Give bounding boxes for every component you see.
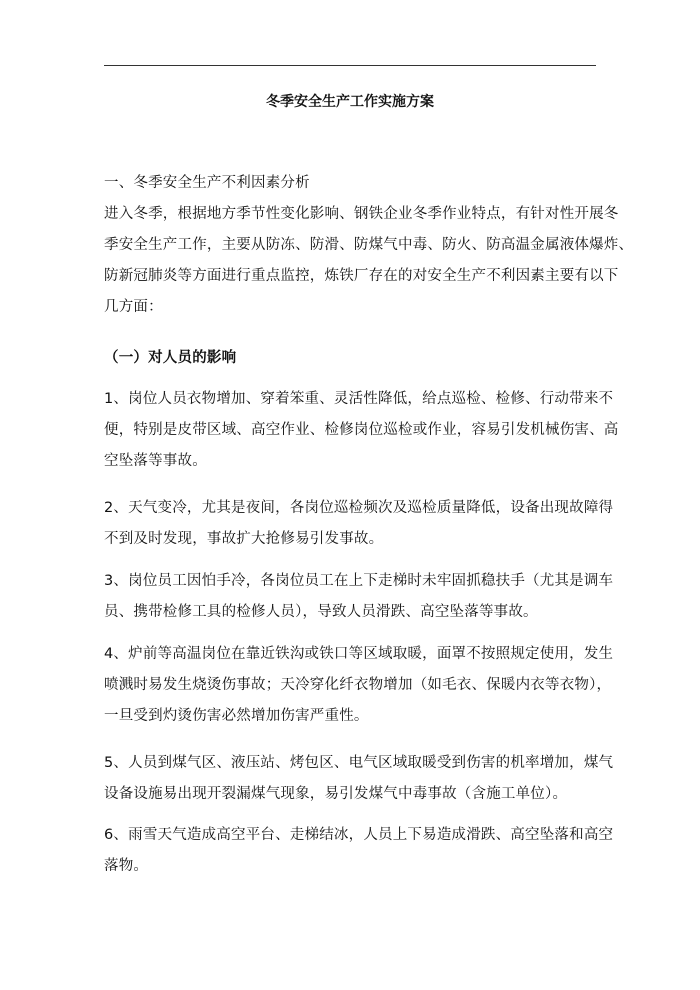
- paragraph-line: 3、岗位员工因怕手冷，各岗位员工在上下走梯时未牢固抓稳扶手（尤其是调车: [104, 573, 614, 589]
- subheading: （一）对人员的影响: [104, 350, 237, 366]
- paragraph-line: 不到及时发现，事故扩大抢修易引发事故。: [104, 531, 384, 547]
- paragraph-line: 6、雨雪天气造成高空平台、走梯结冰，人员上下易造成滑跌、高空坠落和高空: [104, 827, 614, 843]
- paragraph-line: 空坠落等事故。: [104, 453, 207, 469]
- paragraph-line: 设备设施易出现开裂漏煤气现象，易引发煤气中毒事故（含施工单位）。: [104, 786, 568, 802]
- list-item: [104, 384, 619, 477]
- paragraph-line: 防新冠肺炎等方面进行重点监控，炼铁厂存在的对安全生产不利因素主要有以下: [104, 268, 619, 284]
- list-item: [104, 566, 614, 628]
- paragraph-line: 4、炉前等高温岗位在靠近铁沟或铁口等区域取暖，面罩不按照规定使用，发生: [104, 646, 614, 662]
- paragraph-line: 季安全生产工作，主要从防冻、防滑、防煤气中毒、防火、防高温金属液体爆炸、: [104, 237, 634, 253]
- header-rule: [104, 65, 596, 66]
- document-title: 冬季安全生产工作实施方案: [266, 94, 434, 110]
- paragraph-line: 进入冬季，根据地方季节性变化影响、钢铁企业冬季作业特点，有针对性开展冬: [104, 206, 619, 222]
- section-heading: 一、冬季安全生产不利因素分析: [104, 175, 310, 191]
- paragraph-line: 一旦受到灼烫伤害必然增加伤害严重性。: [104, 708, 369, 724]
- paragraph-line: 便，特别是皮带区域、高空作业、检修岗位巡检或作业，容易引发机械伤害、高: [104, 422, 619, 438]
- paragraph-line: 员、携带检修工具的检修人员），导致人员滑跌、高空坠落等事故。: [104, 604, 538, 620]
- paragraph-line: 几方面：: [104, 299, 163, 315]
- list-item: [104, 748, 614, 810]
- paragraph-line: 2、天气变冷，尤其是夜间，各岗位巡检频次及巡检质量降低，设备出现故障得: [104, 500, 614, 516]
- list-item: [104, 493, 614, 555]
- paragraph-line: 落物。: [104, 858, 149, 874]
- subheading-block: [104, 343, 604, 374]
- list-item: [104, 639, 614, 732]
- paragraph-line: 5、人员到煤气区、液压站、烤包区、电气区域取暖受到伤害的机率增加，煤气: [104, 755, 614, 771]
- list-item: [104, 820, 614, 882]
- section-heading-block: [104, 168, 604, 199]
- paragraph-line: 1、岗位人员衣物增加、穿着笨重、灵活性降低，给点巡检、检修、行动带来不: [104, 391, 614, 407]
- intro-paragraph: [104, 199, 634, 323]
- paragraph-line: 喷溅时易发生烧烫伤事故；天冷穿化纤衣物增加（如毛衣、保暖内衣等衣物），: [104, 677, 612, 693]
